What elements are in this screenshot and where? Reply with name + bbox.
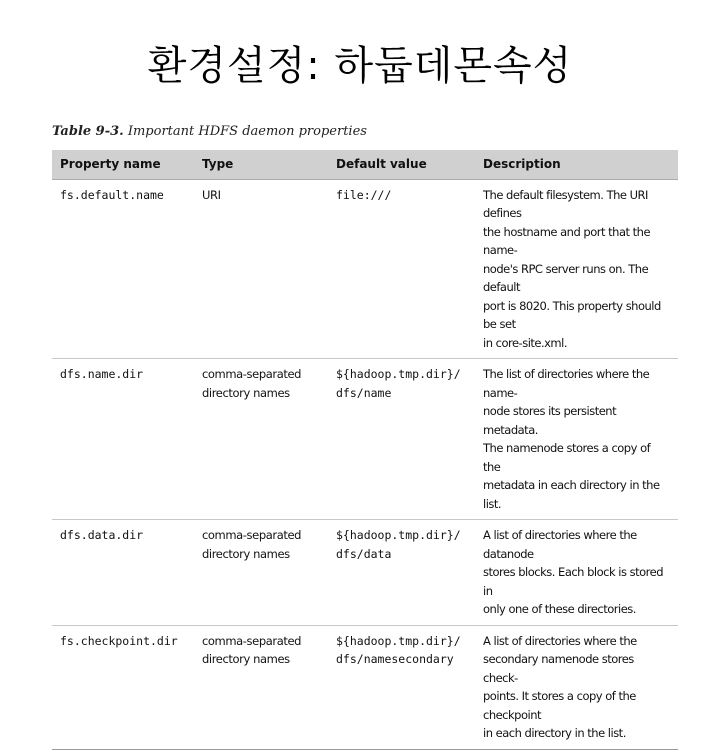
property-name-cell: fs.default.name [52,179,194,359]
description-cell: A list of directories where the datanode stores blocks. Each block is stored in only one of these directories. [475,520,678,626]
property-name-cell: fs.checkpoint.dir [52,625,194,749]
header-property-name: Property name [52,150,194,179]
table-caption-text: Important HDFS daemon properties [127,124,367,139]
table-row [52,179,678,359]
slide-title: 환경설정: 하둡데몬속성 [147,43,573,89]
type-cell: comma-separated directory names [194,359,328,520]
table-caption [52,124,367,139]
header-default-value: Default value [328,150,475,179]
table-row [52,520,678,626]
description-cell: The default filesystem. The URI defines the hostname and port that the name- node's RPC server runs on. The default port is 8020. This property should be set in core-site.xml. [475,179,678,359]
type-cell: comma-separated directory names [194,625,328,749]
table-row [52,625,678,749]
header-description: Description [475,150,678,179]
property-name-cell: dfs.data.dir [52,520,194,626]
table-row [52,359,678,520]
table-caption-label: Table 9-3. [52,124,124,139]
property-name-cell: dfs.name.dir [52,359,194,520]
default-value-cell: ${hadoop.tmp.dir}/ dfs/namesecondary [328,625,475,749]
header-type: Type [194,150,328,179]
description-cell: A list of directories where the secondary namenode stores check- points. It stores a copy of the checkpoint in each directory in the list. [475,625,678,749]
type-cell: URI [194,179,328,359]
type-cell: comma-separated directory names [194,520,328,626]
description-cell: The list of directories where the name- node stores its persistent metadata. The namenode stores a copy of the metadata in each directory in the list. [475,359,678,520]
default-value-cell: ${hadoop.tmp.dir}/ dfs/data [328,520,475,626]
default-value-cell: file:/// [328,179,475,359]
default-value-cell: ${hadoop.tmp.dir}/ dfs/name [328,359,475,520]
hdfs-properties-table [52,150,678,750]
table-header-row [52,150,678,179]
